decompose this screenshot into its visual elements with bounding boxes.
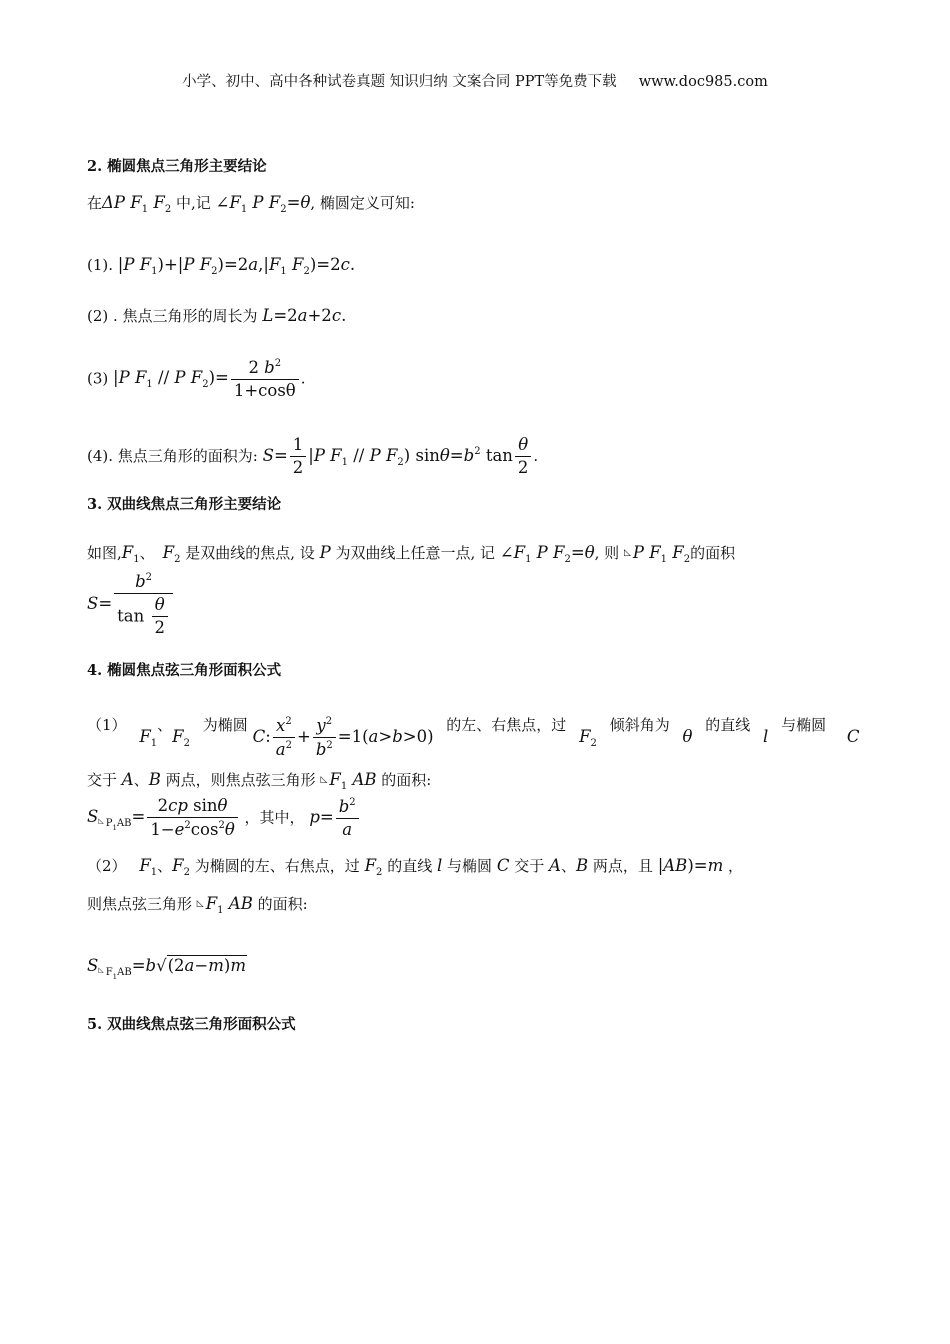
s4-p2-formula: $S_{^◺ F_1AB}=b√(2a-m)m$ — [87, 956, 246, 981]
section-5-heading: 5. 双曲线焦点弦三角形面积公式 — [87, 1016, 296, 1033]
s4-p1-line1: （1） $F_1$、$F_2$ 为椭圆 C: $\frac{x^2}{a^2}$ + $\frac{y^2}{b^2}$ =1(a>b>0) 的左、右焦点，过 $F_2$ 倾斜角为 θ 的直线 l 与椭圆 C — [87, 715, 860, 759]
header-url: www.doc985.com — [638, 74, 768, 90]
s4-p1-line2: 交于 A、B 两点，则焦点弦三角形 ◺ $F_1$ AB 的面积: — [87, 770, 432, 792]
s4-p2-line1: （2） $F_1$、$F_2$ 为椭圆的左、右焦点，过 $F_2$ 的直线 l 与椭圆 C 交于 A、B 两点，且 |AB)=m ， — [87, 856, 744, 878]
section-2-heading: 2. 椭圆焦点三角形主要结论 — [87, 158, 267, 175]
section-4-heading: 4. 椭圆焦点弦三角形面积公式 — [87, 662, 282, 679]
s2-intro: 在ΔP $F_1$ $F_2$ 中,记 $\angle F_1$ P $F_2=\theta$, 椭圆定义可知: — [87, 193, 415, 215]
page-header — [0, 70, 950, 91]
s3-formula: S= $b^2$ tan $\frac{\theta}{2}$ — [87, 572, 175, 638]
s2-item-2: (2) . 焦点三角形的周长为 L=2a+2c. — [87, 306, 347, 325]
s4-p1-formula: $S_{^◺ P_1AB}=$ $\frac{\text{2cp sinθ}}{1-e^2\cos^2\theta}$ ，其中， p= $\frac{b^2}{a}$ — [87, 797, 361, 840]
s4-p2-line2: 则焦点弦三角形 ◺ $F_1$ AB 的面积: — [87, 894, 308, 916]
s3-text: 如图$,F_1$、 $F_2$ 是双曲线的焦点, 设 P 为双曲线上任意一点, 记 $\angle F_1$ P $F_2=\theta$, 则 ◺ P $F_1$ $F_2$的面积 — [87, 543, 736, 565]
section-3-heading: 3. 双曲线焦点三角形主要结论 — [87, 496, 282, 513]
s2-item-3: (3) |P $F_1$ // P $F_2)=$ $\frac{2 b^2}{1+\cos\theta}$ . — [87, 358, 306, 400]
s2-item-4: (4). 焦点三角形的面积为: S= $\frac{1}{2}$ |P $F_1$ // P $F_2$) $\sin\theta=b^2$ tan $\frac{\theta}{2}$ . — [87, 435, 539, 477]
s2-item-1: (1). |P $F_1)+|P$ $F_2)=2a,|F_1$ $F_2)=2c$. — [87, 255, 356, 277]
header-banner: 小学、初中、高中各种试卷真题 知识归纳 文案合同 PPT等免费下载 — [182, 74, 617, 90]
